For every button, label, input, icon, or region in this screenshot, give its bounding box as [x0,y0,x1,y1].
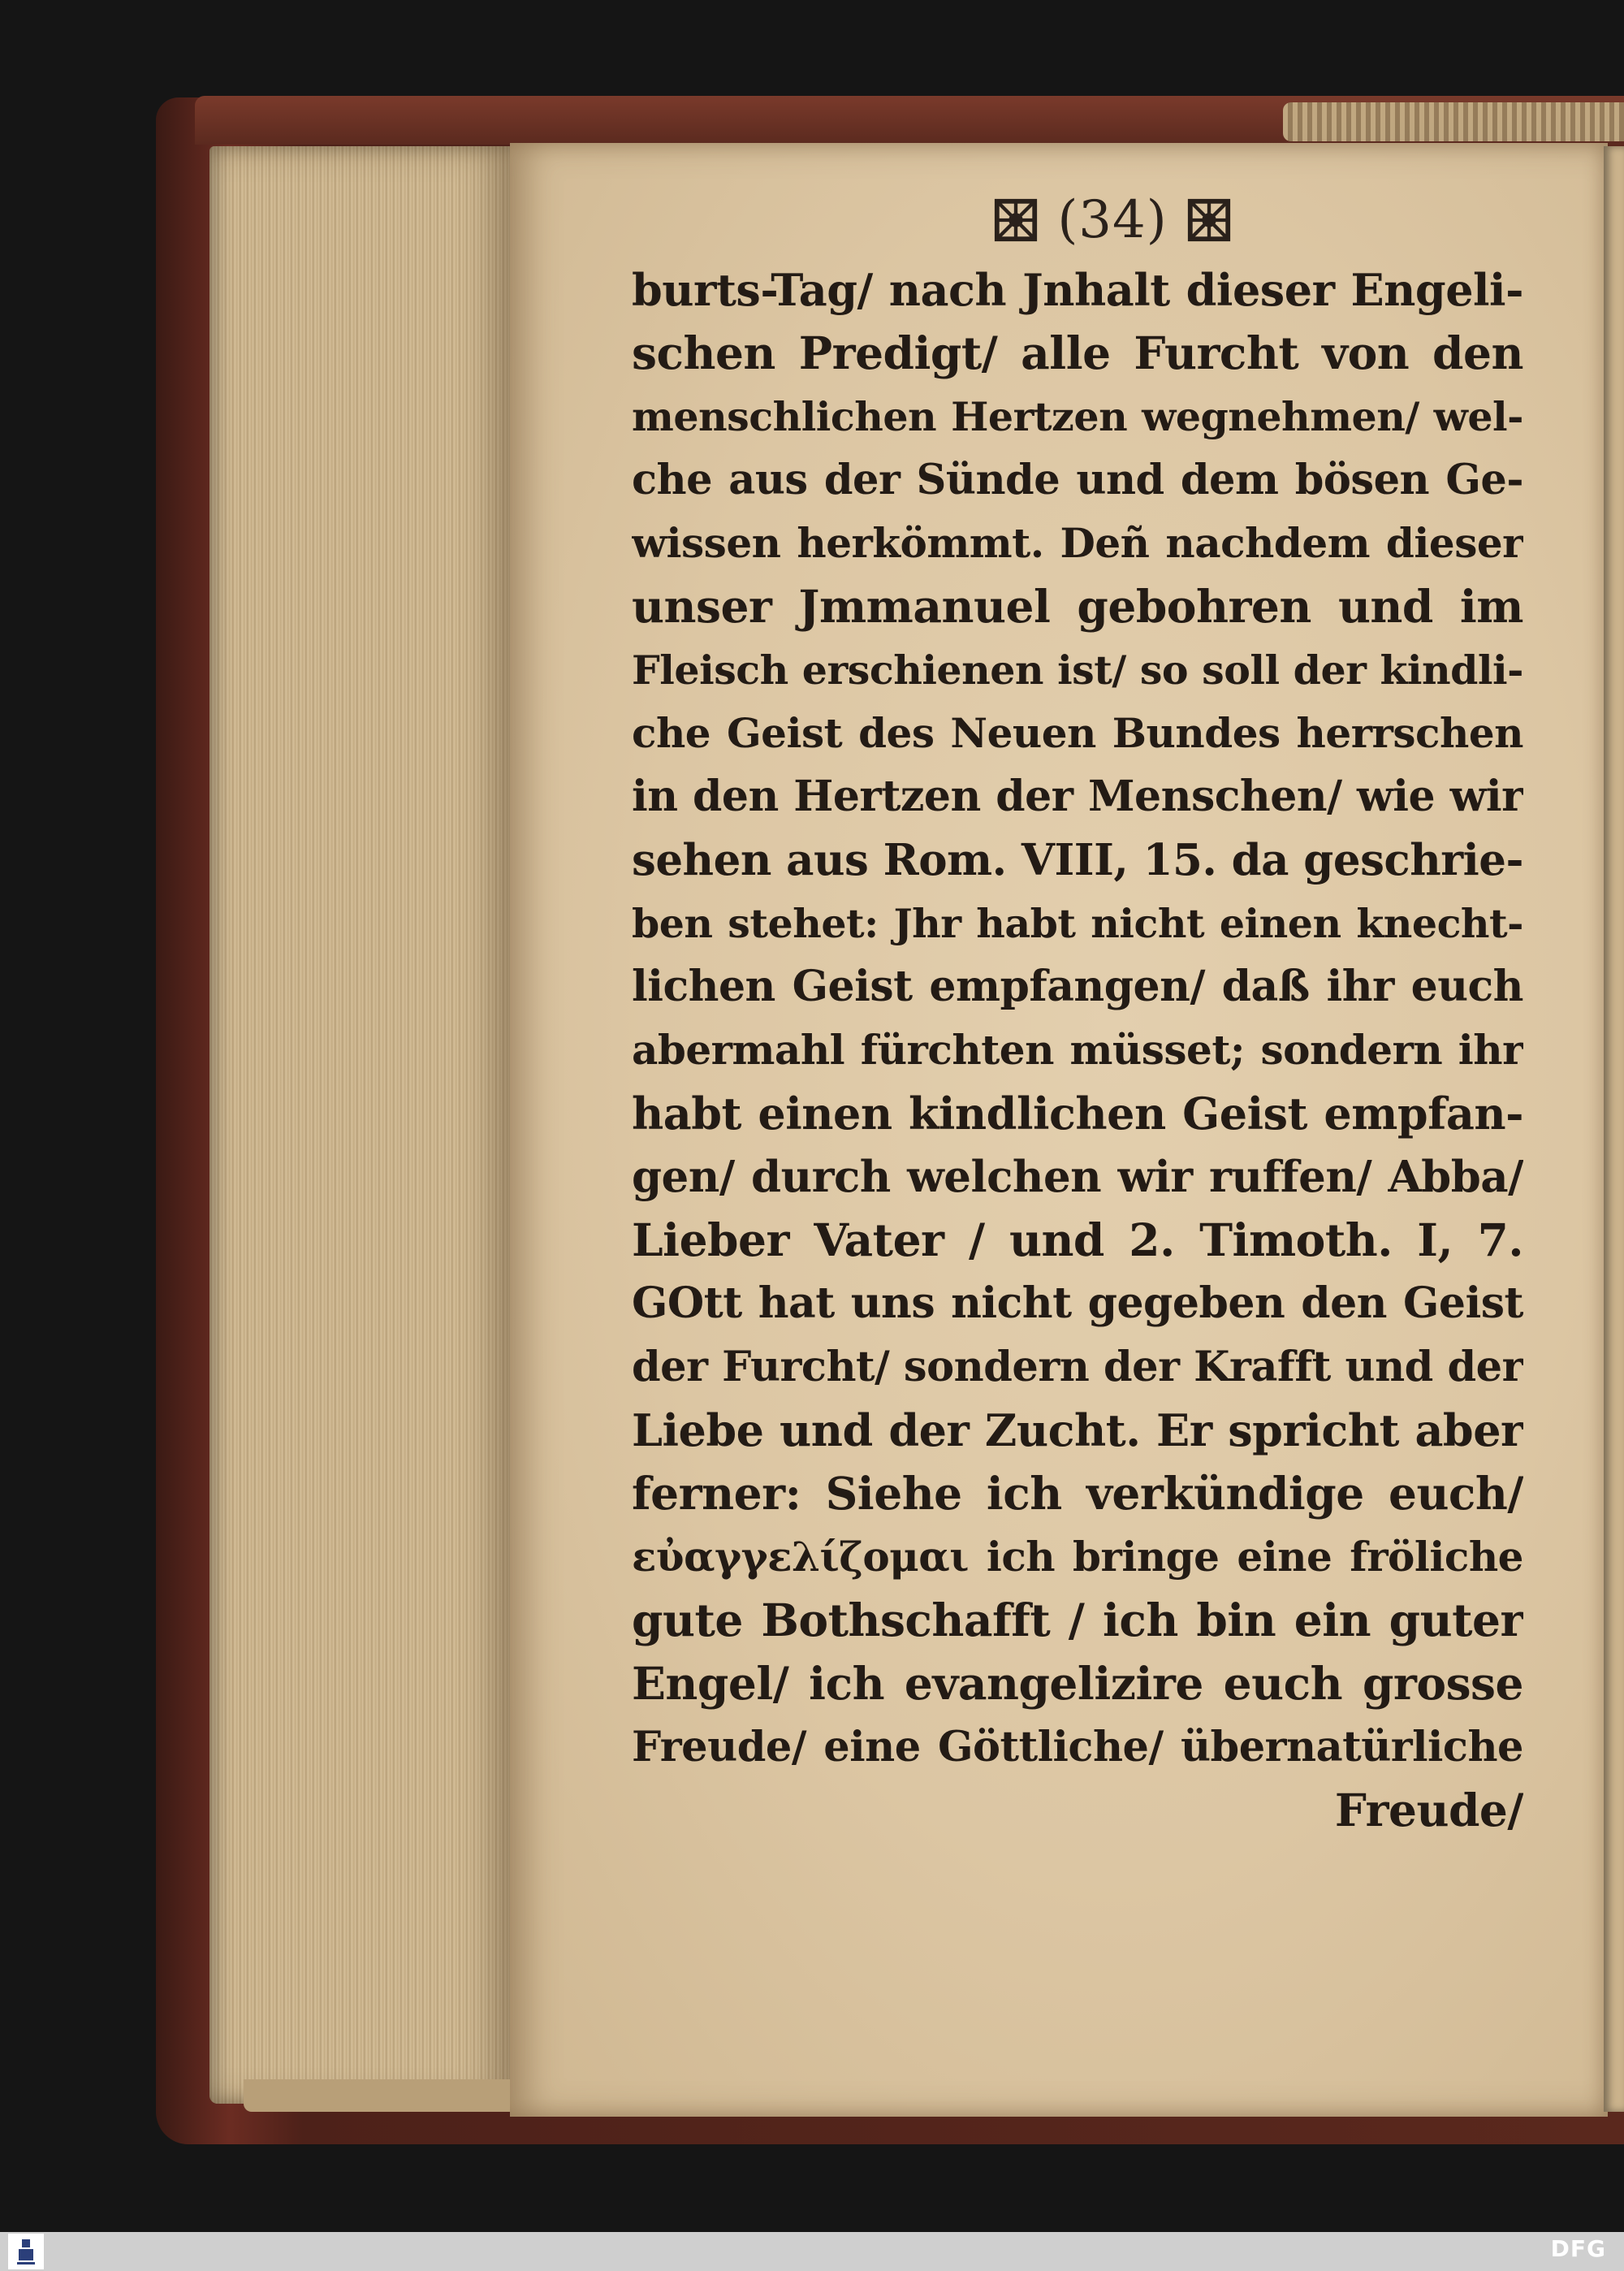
text-line: Engel/ ich evangelizire euch grosse [632,1657,1523,1710]
text-line: schen Predigt/ alle Furcht von den [632,327,1523,379]
page-edges [209,146,518,2104]
text-line: wissen herkömmt. Deñ nachdem dieser [632,519,1523,567]
headband [1283,102,1624,141]
text-line: der Furcht/ sondern der Krafft und der [632,1343,1523,1391]
catchword: Freude/ [1334,1784,1523,1836]
text-line: lichen Geist empfangen/ daß ihr euch [632,962,1523,1011]
page-header [950,184,1275,257]
text-line: ferner: Siehe ich verkündige euch/ [632,1467,1523,1520]
text-line: sehen aus Rom. VIII, 15. da geschrie- [632,835,1523,885]
text-line: in den Hertzen der Menschen/ wie wir [632,772,1523,821]
text-line: burts-Tag/ nach Jnhalt dieser Engeli- [632,264,1523,316]
body-text [632,258,1523,1842]
page-edges-bottom [244,2079,520,2112]
library-logo-icon [8,2234,44,2269]
text-line: menschlichen Hertzen wegnehmen/ wel- [632,393,1523,440]
text-line: unser Jmmanuel gebohren und im [632,580,1523,633]
page-number: (34) [1057,190,1168,250]
facing-page-sliver [1604,146,1624,2112]
text-line: gen/ durch welchen wir ruffen/ Abba/ [632,1152,1523,1202]
ornament-right-icon [1186,197,1233,244]
text-line: Fleisch erschienen ist/ so soll der kindli- [632,647,1523,694]
text-line: che aus der Sünde und dem bösen Ge- [632,456,1523,504]
dfg-logo: DFG [1550,2235,1606,2262]
text-line: abermahl fürchten müsset; sondern ihr [632,1026,1523,1074]
text-line: habt einen kindlichen Geist empfan- [632,1088,1523,1140]
ornament-left-icon [992,197,1039,244]
text-line: Lieber Vater / und 2. Timoth. I, 7. [632,1213,1523,1266]
text-line: Freude/ eine Göttliche/ übernatürliche [632,1723,1523,1771]
text-line: che Geist des Neuen Bundes herrschen [632,709,1523,757]
text-line: ben stehet: Jhr habt nicht einen knecht- [632,900,1523,947]
viewer-footer-bar [0,2232,1624,2271]
text-line: Liebe und der Zucht. Er spricht aber [632,1404,1523,1456]
library-crest-icon [15,2238,37,2265]
text-line: GOtt hat uns nicht gegeben den Geist [632,1278,1523,1328]
text-line: gute Bothschafft / ich bin ein guter [632,1594,1523,1646]
text-line: εὐαγγελίζομαι ich bringe eine fröliche [632,1533,1523,1581]
